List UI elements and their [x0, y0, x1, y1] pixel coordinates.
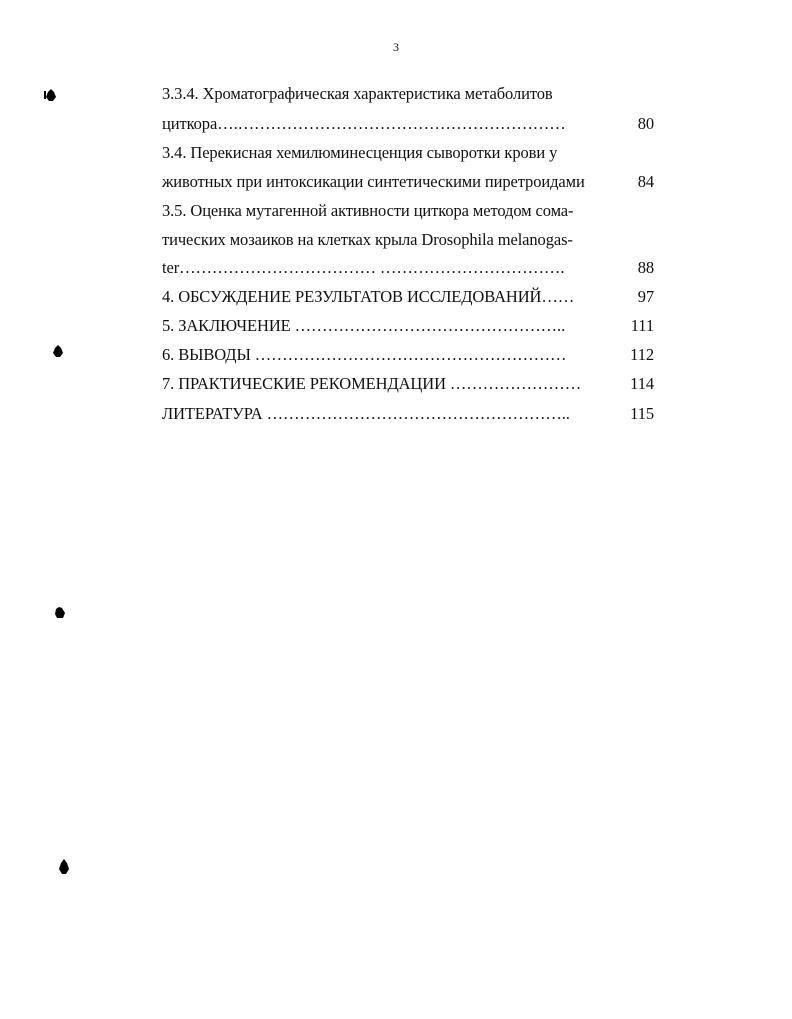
toc-page-number: 112: [630, 345, 654, 364]
binder-hole-icon: [44, 88, 58, 102]
toc-page-number: 114: [630, 374, 654, 393]
toc-entry-text: 5. ЗАКЛЮЧЕНИЕ …………………………………………..: [162, 316, 566, 335]
toc-line-text: тических мозаиков на клетках крыла Drosophila melanogas-: [162, 230, 573, 249]
toc-page-number: 84: [637, 172, 654, 191]
toc-entry: [162, 114, 654, 134]
toc-page-number: 88: [637, 258, 654, 277]
toc-entry-text: циткора….……………………………………………………: [162, 114, 566, 133]
toc-entry: [162, 374, 654, 394]
toc-entry-text: 4. ОБСУЖДЕНИЕ РЕЗУЛЬТАТОВ ИССЛЕДОВАНИЙ……: [162, 287, 575, 306]
toc-page-number: 80: [637, 114, 654, 133]
toc-entry: [162, 172, 654, 192]
toc-page-number: 115: [630, 404, 654, 423]
toc-line-text: 3.4. Перекисная хемилюминесценция сыворотки крови у: [162, 143, 558, 162]
page-number: 3: [393, 40, 399, 54]
toc-line-text: 3.3.4. Хроматографическая характеристика метаболитов: [162, 84, 553, 103]
toc-entry: [162, 404, 654, 424]
toc-entry-text: 7. ПРАКТИЧЕСКИЕ РЕКОМЕНДАЦИИ ……………………: [162, 374, 582, 393]
binder-hole-icon: [57, 858, 71, 876]
toc-line: [162, 230, 573, 250]
binder-hole-icon: [51, 344, 65, 358]
binder-hole-icon: [53, 606, 67, 620]
toc-entry: [162, 287, 654, 307]
toc-entry-text: ЛИТЕРАТУРА ………………………………………………..: [162, 404, 570, 423]
toc-page-number: 97: [637, 287, 654, 306]
toc-entry: [162, 345, 654, 365]
toc-line: [162, 201, 573, 221]
toc-entry: [162, 316, 654, 336]
toc-entry-text: ter……………………………… …………………………….: [162, 258, 565, 277]
toc-entry-text: 6. ВЫВОДЫ …………………………………………………: [162, 345, 567, 364]
toc-entry: [162, 258, 654, 278]
toc-entry-text: животных при интоксикации синтетическими пиретроидами: [162, 172, 585, 191]
toc-line: [162, 84, 553, 104]
toc-line-text: 3.5. Оценка мутагенной активности циткора методом сома-: [162, 201, 574, 220]
toc-line: [162, 143, 557, 163]
toc-page-number: 111: [630, 316, 654, 335]
